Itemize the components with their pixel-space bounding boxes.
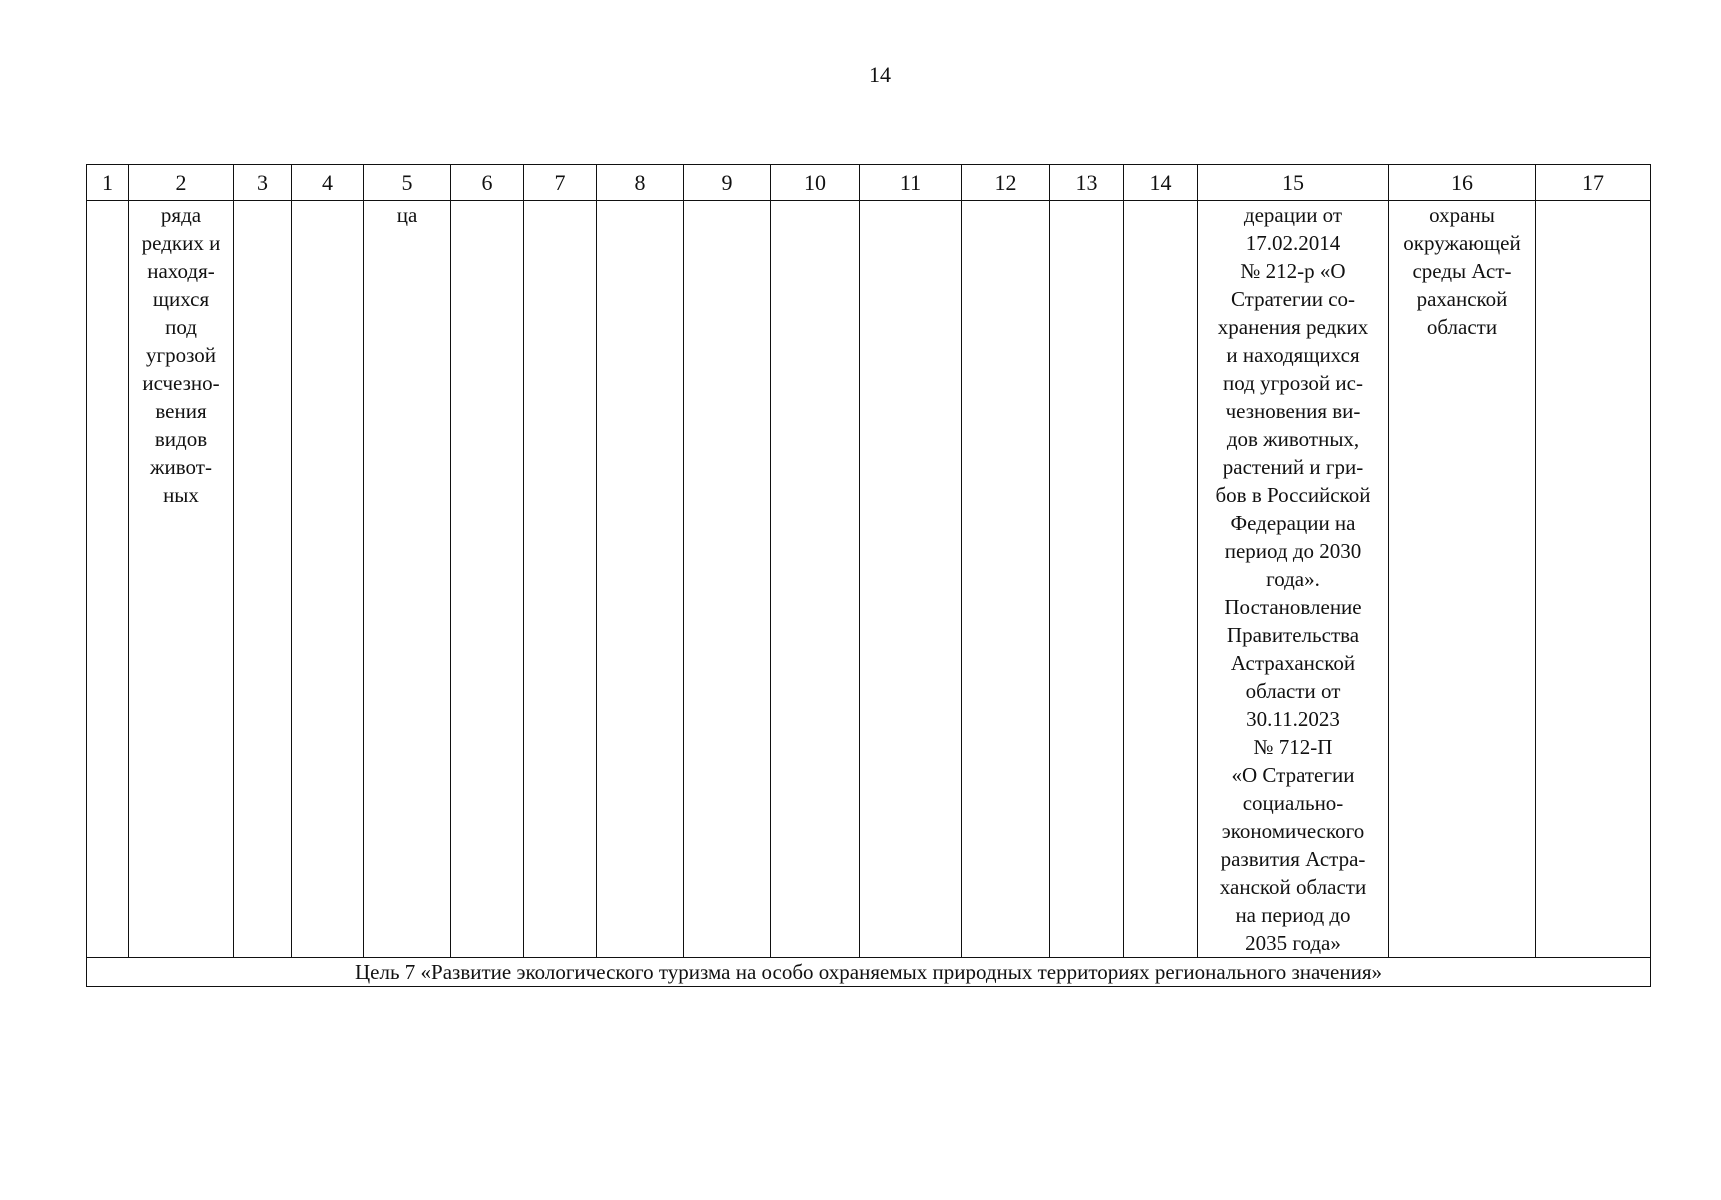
table-cell xyxy=(684,201,771,958)
column-header: 1 xyxy=(87,165,129,201)
table-cell xyxy=(292,201,364,958)
column-header: 9 xyxy=(684,165,771,201)
table-cell xyxy=(1050,201,1124,958)
table-cell xyxy=(1124,201,1198,958)
table-cell xyxy=(234,201,292,958)
table-cell xyxy=(364,201,451,958)
column-header: 10 xyxy=(771,165,860,201)
cell-text: ца xyxy=(396,203,418,227)
column-header: 17 xyxy=(1536,165,1651,201)
goal-row xyxy=(87,958,1651,987)
column-header: 2 xyxy=(129,165,234,201)
cell-text: дерации от 17.02.2014 № 212-р «О Стратегии со- хранения редких и находящихся под угрозой ис- чезновения ви- дов животных, растений и гри- бов в Российской Федерации на период до 2030 года». Постановление Правительства Астраханской области от 30.11.2023 № 712-П «О Стратегии социально- экономического развития Астра- ханской области на период до 2035 года» xyxy=(1215,203,1371,955)
table-cell xyxy=(1536,201,1651,958)
table-cell xyxy=(1198,201,1389,958)
table-cell xyxy=(524,201,597,958)
column-header: 14 xyxy=(1124,165,1198,201)
page-number: 14 xyxy=(869,62,891,87)
column-header: 15 xyxy=(1198,165,1389,201)
table-cell xyxy=(771,201,860,958)
table-cell xyxy=(597,201,684,958)
column-header: 4 xyxy=(292,165,364,201)
column-header: 8 xyxy=(597,165,684,201)
column-header: 16 xyxy=(1389,165,1536,201)
column-header: 12 xyxy=(962,165,1050,201)
header-row xyxy=(87,165,1651,201)
cell-text: охраны окружающей среды Аст- раханской области xyxy=(1403,203,1521,339)
table-cell xyxy=(1389,201,1536,958)
table-cell xyxy=(962,201,1050,958)
table-row xyxy=(87,201,1651,958)
table-cell xyxy=(451,201,524,958)
document-table xyxy=(86,164,1651,987)
column-header: 5 xyxy=(364,165,451,201)
goal-text: Цель 7 «Развитие экологического туризма на особо охраняемых природных территориях регионального значения» xyxy=(87,958,1651,987)
column-header: 13 xyxy=(1050,165,1124,201)
cell-text: ряда редких и находя- щихся под угрозой исчезно- вения видов живот- ных xyxy=(141,203,221,507)
column-header: 3 xyxy=(234,165,292,201)
column-header: 11 xyxy=(860,165,962,201)
column-header: 6 xyxy=(451,165,524,201)
table-cell xyxy=(87,201,129,958)
column-header: 7 xyxy=(524,165,597,201)
table-cell xyxy=(860,201,962,958)
table-cell xyxy=(129,201,234,958)
